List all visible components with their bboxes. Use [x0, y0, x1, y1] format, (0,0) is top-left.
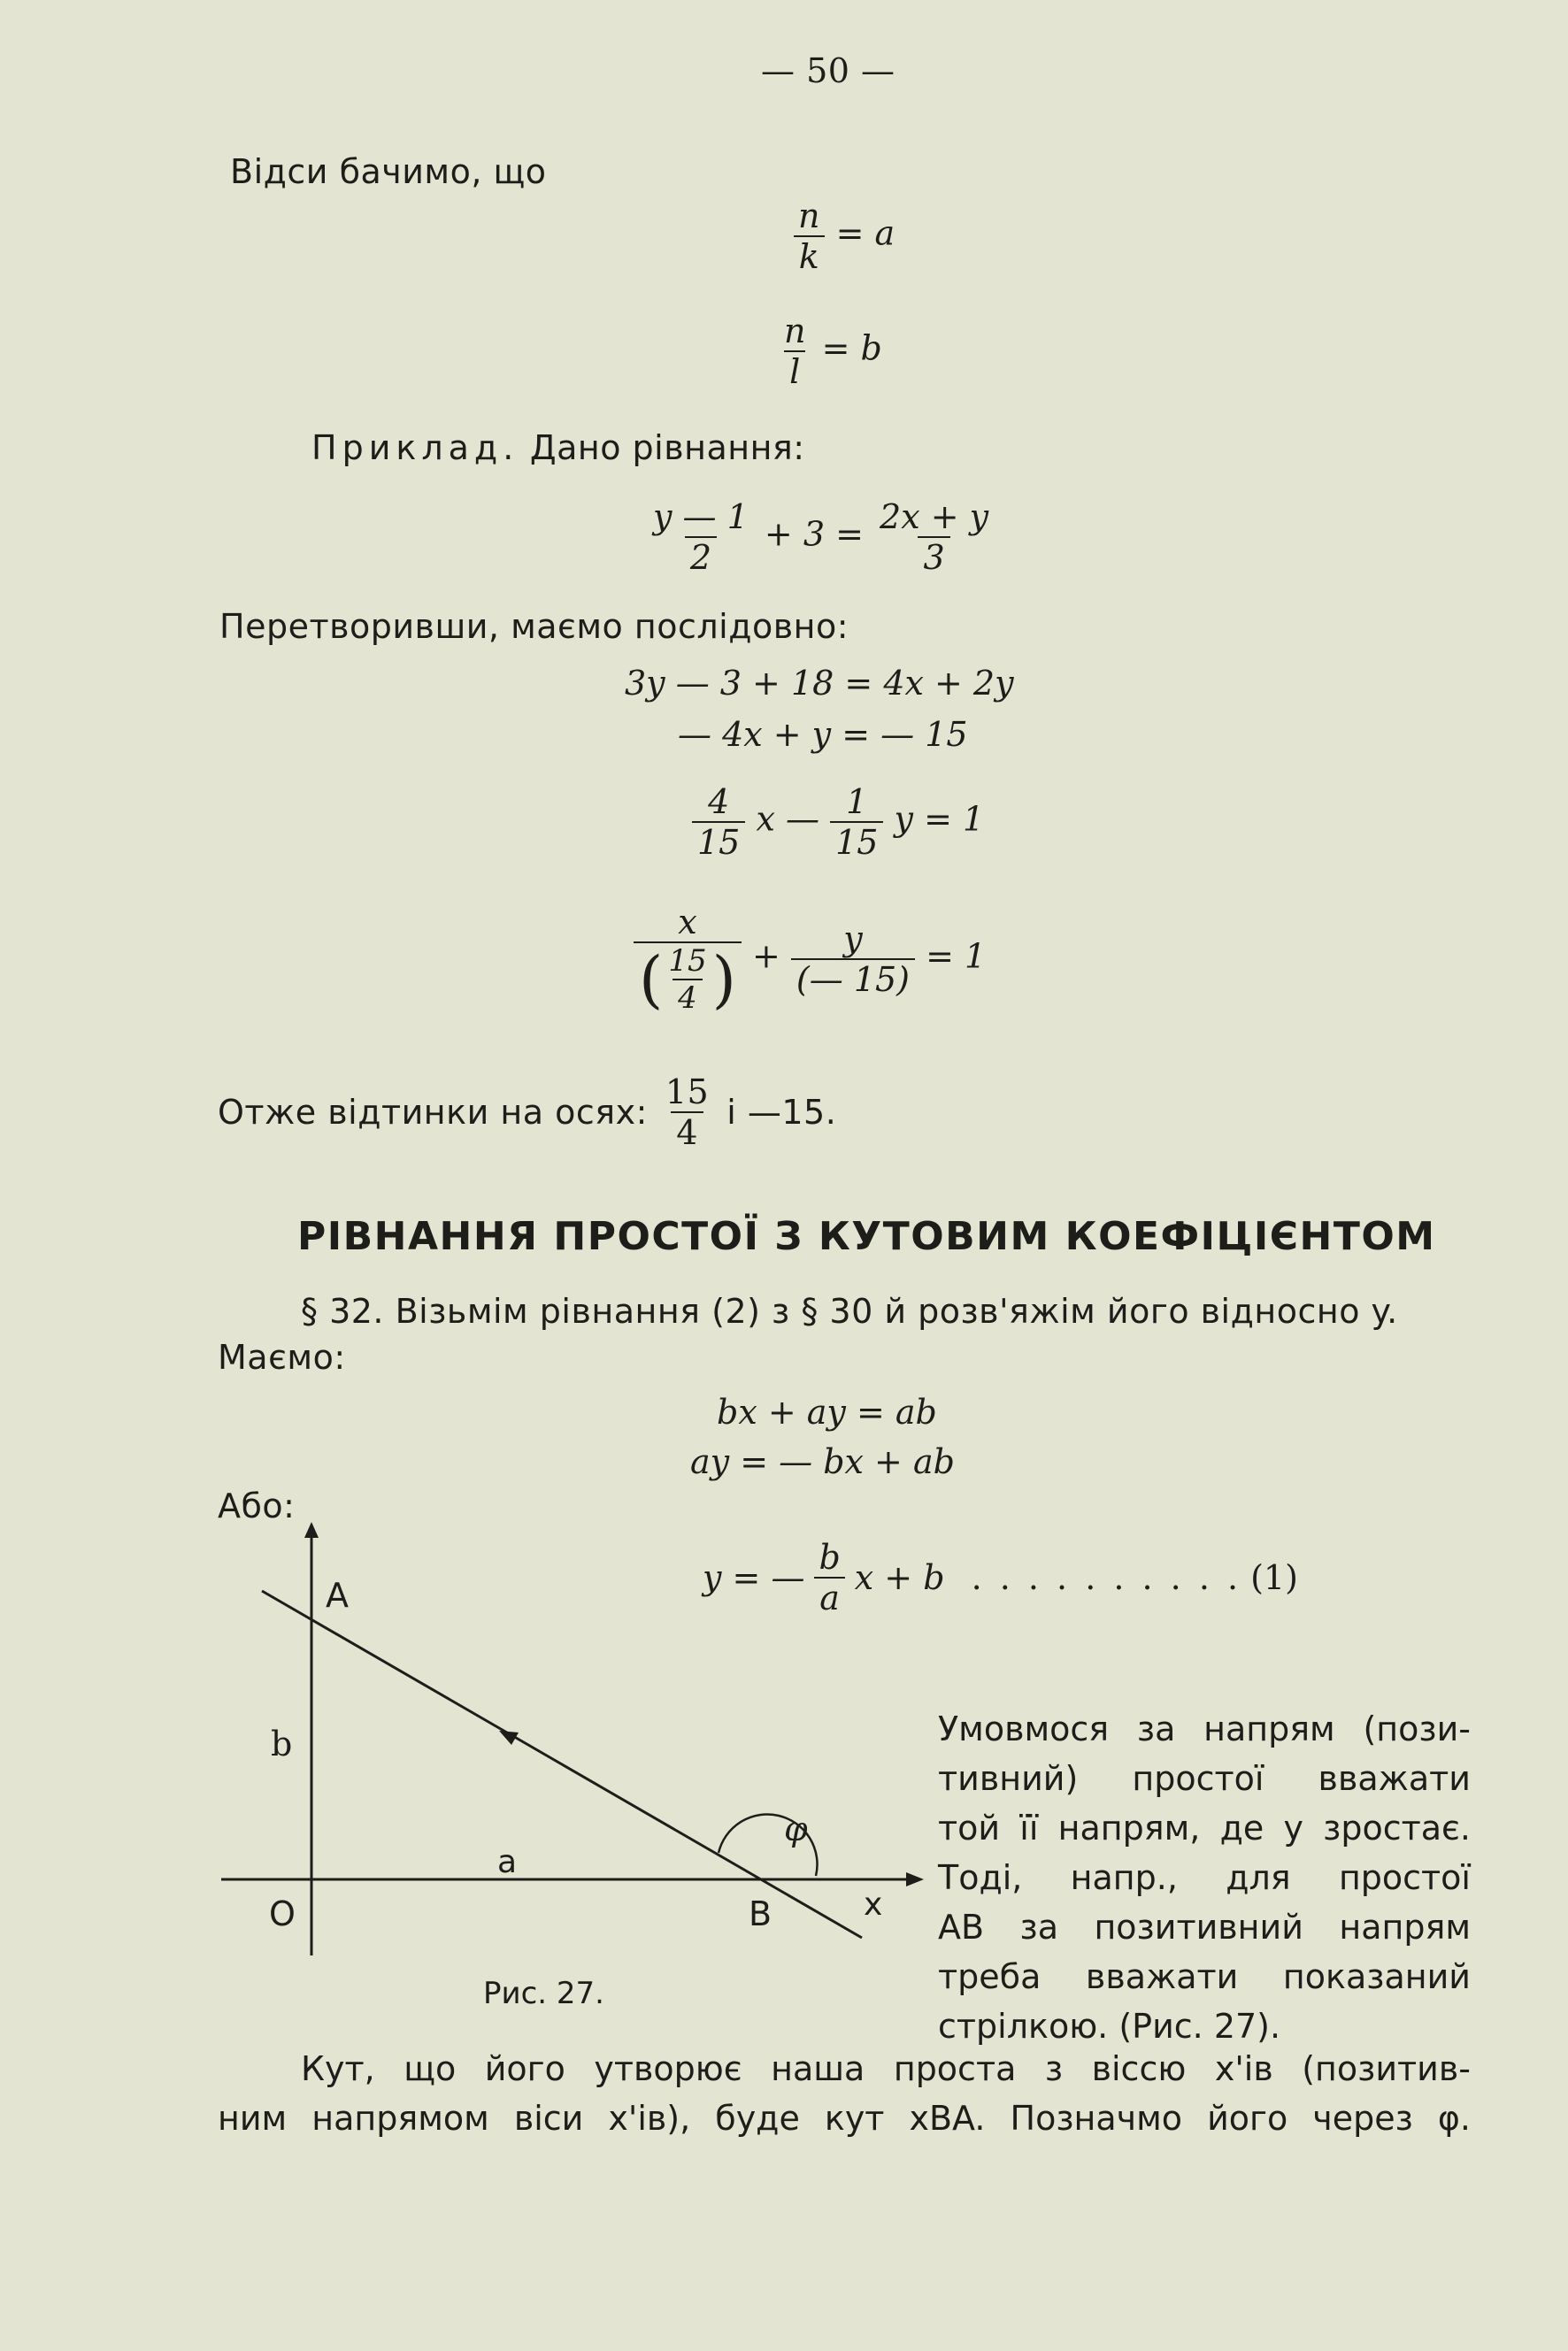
frac-den: 3 [918, 536, 949, 577]
line-ab [262, 1591, 862, 1938]
section-heading: РІВНАННЯ ПРОСТОЇ З КУТОВИМ КОЕФІЦІЄНТОМ [297, 1214, 1436, 1259]
side-text [938, 1704, 1471, 2051]
frac-den: ( $\frac{15}{4}$ ) [634, 941, 742, 1016]
figure-27 [212, 1522, 938, 2053]
frac-den: 4 [671, 1111, 703, 1152]
equation-rhs: = b [821, 328, 882, 368]
equation-main [648, 497, 994, 577]
label-x: x [864, 1886, 883, 1923]
intercepts-line [218, 1072, 836, 1152]
label-b-point: B [749, 1894, 772, 1933]
label-b-segment: b [271, 1725, 293, 1763]
label-a-segment: a [497, 1844, 518, 1880]
equation-intercept-form [634, 903, 986, 1016]
transform-text: Перетворивши, маємо послідовно: [219, 607, 849, 646]
example-label: Приклад. [311, 428, 519, 467]
side-line: стрілкою. (Рис. 27). [938, 2007, 1281, 2046]
label-phi: φ [784, 1809, 808, 1848]
equation-line-2: — 4x + y = — 15 [678, 715, 968, 754]
y-axis-arrow [304, 1522, 319, 1538]
frac-num: 1 [846, 782, 868, 821]
side-line: Тоді, напр., для простої [938, 1858, 1471, 1897]
frac-num: 15 [665, 1072, 710, 1111]
side-line: AB за позитивний напрям [938, 1908, 1471, 1947]
leader-dots: . . . . . . . . . . [971, 1558, 1242, 1597]
abo-text: Або: [218, 1487, 296, 1525]
plus-sign: + [751, 936, 780, 976]
example-line [311, 428, 805, 467]
frac-var: y = 1 [894, 799, 985, 839]
equation-label: (1) [1250, 1558, 1298, 1597]
frac-num: y [843, 919, 863, 958]
equation-rhs: x + b [854, 1558, 945, 1597]
frac-num: n [798, 196, 820, 235]
final-line: ним напрямом віси x'ів), буде кут xBA. Позначмо його через φ. [218, 2099, 1471, 2138]
equation-mid: + 3 = [764, 514, 864, 554]
frac-num: 15 [668, 943, 707, 979]
equation-rhs: = 1 [926, 936, 987, 976]
frac-num: 2x + y [880, 497, 989, 536]
label-a-point: A [326, 1576, 349, 1615]
page-number: — 50 — [761, 51, 895, 90]
frac-num: y — 1 [653, 497, 749, 536]
final-paragraph [218, 2044, 1471, 2143]
equation-fractions [692, 782, 984, 862]
frac-den: 2 [685, 536, 717, 577]
frac-den: 4 [673, 979, 703, 1016]
equation-n-over-l [779, 311, 882, 391]
side-line: треба вважати показаний [938, 1957, 1471, 1996]
label-o: O [269, 1894, 296, 1933]
frac-num: 4 [708, 782, 730, 821]
frac-den: (— 15) [791, 958, 915, 999]
x-axis-arrow [906, 1872, 924, 1886]
figure-caption: Рис. 27. [483, 1976, 604, 2011]
equation-b2: ay = — bx + ab [690, 1442, 955, 1481]
frac-num: b [819, 1538, 841, 1577]
equation-lhs: y = — [703, 1558, 805, 1597]
section-line-2: Маємо: [218, 1338, 346, 1377]
equation-n-over-k [793, 196, 895, 276]
intercepts-rest: і —15. [726, 1093, 837, 1132]
equation-rhs: = a [835, 213, 895, 253]
final-line: Кут, що його утворює наша проста з віссю x'ів (позитив- [301, 2049, 1471, 2088]
intercepts-text: Отже відтинки на осях: [218, 1093, 648, 1132]
side-line: Умовмося за напрям (пози- [938, 1709, 1471, 1748]
equation-line-1: 3y — 3 + 18 = 4x + 2y [625, 664, 1014, 703]
frac-num: n [784, 311, 806, 350]
frac-den: a [814, 1577, 845, 1617]
equation-b1: bx + ay = ab [717, 1393, 937, 1432]
frac-den: 15 [830, 821, 883, 862]
frac-den: k [794, 235, 825, 276]
frac-var: x — [756, 799, 819, 839]
frac-den: l [784, 350, 805, 391]
frac-num: x [678, 903, 697, 941]
section-line-1: § 32. Візьмім рівнання (2) з § 30 й розв'яжім його відносно y. [301, 1292, 1398, 1331]
side-line: тивний) простої вважати [938, 1759, 1471, 1798]
frac-den: 15 [692, 821, 745, 862]
example-text: Дано рівнання: [529, 428, 805, 467]
side-line: той її напрям, де y зростає. [938, 1809, 1471, 1848]
intro-text: Відси бачимо, що [230, 152, 547, 191]
